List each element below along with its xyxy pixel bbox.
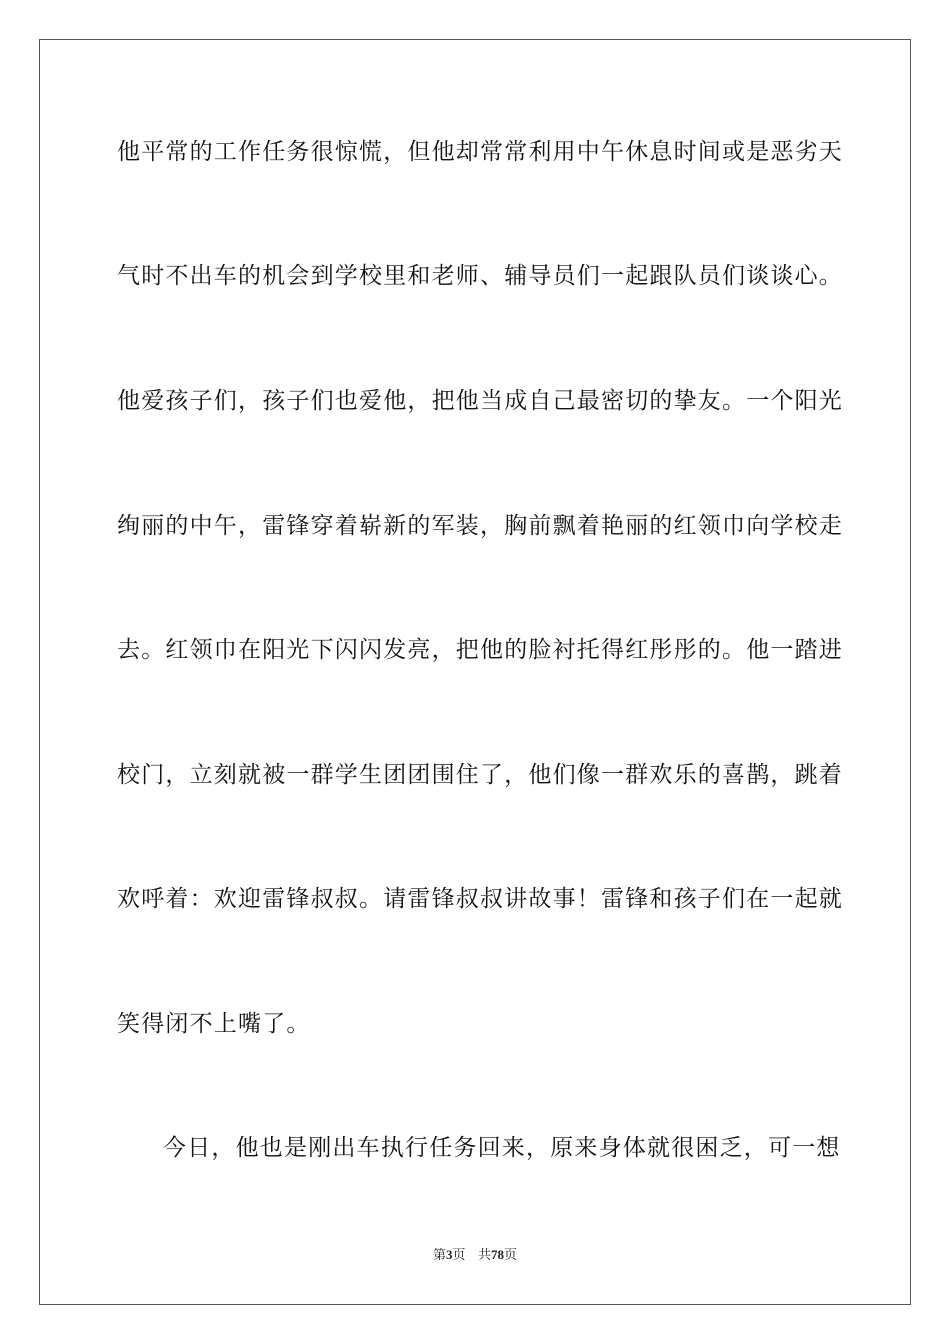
text-line: 欢呼着：欢迎雷锋叔叔。请雷锋叔叔讲故事！雷锋和孩子们在一起就 (117, 886, 843, 912)
text-line: 笑得闭不上嘴了。 (117, 1011, 311, 1037)
text-line: 校门，立刻就被一群学生团团围住了，他们像一群欢乐的喜鹊，跳着 (117, 762, 843, 788)
text-line: 他平常的工作任务很惊慌，但他却常常利用中午休息时间或是恶劣天 (117, 139, 843, 165)
total-pages: 78 (490, 1247, 504, 1262)
text-line: 去。红领巾在阳光下闪闪发亮，把他的脸衬托得红彤彤的。他一踏进 (117, 637, 843, 663)
page-suffix: 页 (452, 1248, 466, 1263)
text-line: 他爱孩子们，孩子们也爱他，把他当成自己最密切的挚友。一个阳光 (117, 388, 843, 414)
total-prefix: 共 (477, 1248, 491, 1263)
text-line: 今日，他也是刚出车执行任务回来，原来身体就很困乏，可一想 (163, 1135, 841, 1161)
page-number: 3 (446, 1247, 453, 1262)
page-footer (0, 1246, 950, 1265)
text-line: 气时不出车的机会到学校里和老师、辅导员们一起跟队员们谈谈心。 (117, 263, 843, 289)
page-prefix: 第 (433, 1248, 447, 1263)
page-border (39, 39, 911, 1305)
text-line: 绚丽的中午，雷锋穿着崭新的军装，胸前飘着艳丽的红领巾向学校走 (117, 513, 843, 539)
total-suffix: 页 (503, 1248, 517, 1263)
